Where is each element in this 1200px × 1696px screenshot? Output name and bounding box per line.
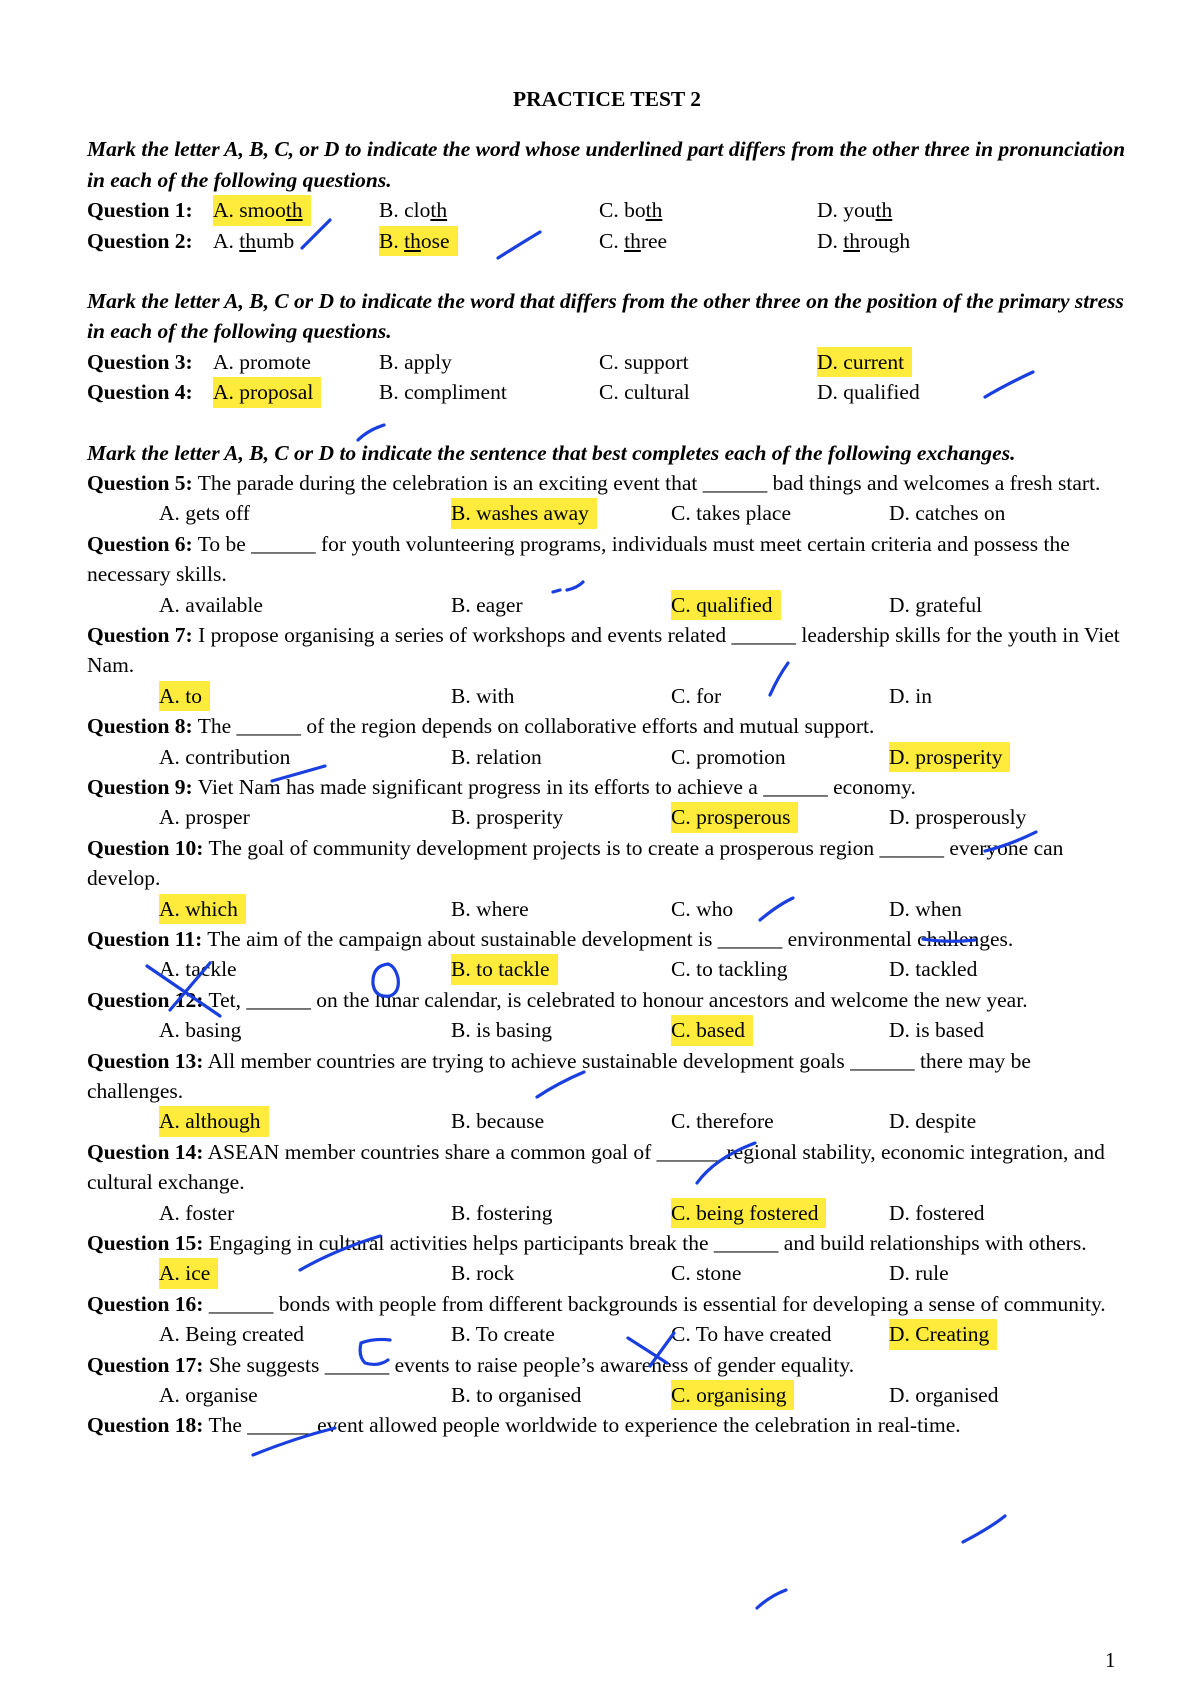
question-text: The ______ event allowed people worldwide to experience the celebration in real-time. (203, 1413, 961, 1438)
answer-option[interactable]: C. support (599, 349, 689, 374)
answer-option[interactable]: C. therefore (671, 1109, 774, 1134)
question-label: Question 3: (87, 349, 193, 374)
pen-mark-q15 (253, 1428, 335, 1455)
option-text-part: A. (213, 198, 240, 223)
option-text-part: th (239, 228, 257, 253)
answer-option[interactable]: D. Creating (889, 1319, 997, 1349)
question-text: Viet Nam has made significant progress in its efforts to achieve a ______ economy. (192, 775, 916, 799)
option-text-part: th (875, 198, 893, 223)
answer-option[interactable]: C. qualified (671, 590, 781, 620)
answer-option[interactable]: C. to tackling (671, 957, 788, 982)
pen-mark-q13 (300, 1236, 380, 1270)
answer-option[interactable]: C. prosperous (671, 802, 798, 832)
question-text: ______ bonds with people from different backgrounds is essential for developing a sense of community. (203, 1291, 1106, 1316)
answer-option[interactable]: A. basing (159, 1018, 242, 1043)
pen-mark-q16 (963, 1516, 1005, 1542)
answer-option[interactable]: B. To create (451, 1322, 555, 1347)
option-text-part: ree (640, 228, 668, 253)
pen-mark-q11 (537, 1072, 584, 1097)
answer-option[interactable]: A. available (159, 592, 263, 617)
answer-option[interactable]: B. where (451, 896, 529, 921)
answer-option[interactable]: B. rock (451, 1261, 515, 1286)
option-text-part: th (645, 198, 663, 223)
question-label: Question 6: (87, 531, 193, 556)
answer-option[interactable]: B. eager (451, 592, 523, 617)
question-label: Question 17: (87, 1352, 204, 1377)
pen-mark-q7 (272, 766, 325, 781)
section-2-instruction: Mark the letter A, B, C or D to indicate the word that differs from the other three on the position of the primary stress in each of the following questions. (87, 289, 1124, 344)
option-text-part: smoo (239, 198, 286, 223)
answer-option[interactable]: A. proposal (213, 377, 321, 407)
answer-option[interactable]: C. organising (671, 1380, 794, 1410)
answer-option[interactable]: C. who (671, 896, 734, 921)
page-title: PRACTICE TEST 2 (513, 87, 701, 111)
question-label: Question 11: (87, 927, 203, 951)
answer-option[interactable]: A. to (159, 681, 210, 711)
answer-option[interactable]: D. current (817, 347, 912, 377)
answer-option[interactable]: C. takes place (671, 501, 791, 526)
option-text-part: clo (404, 198, 431, 223)
question-text: ASEAN member countries share a common goal of ______ regional stability, economic integration, and cultural exchange. (87, 1139, 1105, 1195)
question-text: She suggests ______ events to raise people’s awareness of gender equality. (203, 1352, 855, 1377)
question-text: The ______ of the region depends on collaborative efforts and mutual support. (192, 714, 875, 739)
pen-mark-q4 (358, 425, 384, 440)
answer-option[interactable]: C. promotion (671, 744, 786, 769)
question-label: Question 15: (87, 1231, 204, 1255)
answer-option[interactable]: D. fostered (889, 1200, 985, 1225)
answer-option[interactable]: A. prosper (159, 805, 250, 830)
pen-mark-q10-circle (373, 964, 398, 996)
option-text-part: umb (256, 228, 295, 253)
answer-option[interactable]: C. cultural (599, 380, 690, 405)
option-text-part: th (843, 228, 861, 253)
option-text-part: ose (420, 228, 450, 253)
answer-option[interactable]: B. to organised (451, 1383, 582, 1407)
question-text: I propose organising a series of workshops and events related ______ leadership skills for the youth in Viet Nam. (87, 623, 1120, 678)
pen-mark-q12 (697, 1143, 755, 1183)
answer-option[interactable]: D. organised (889, 1383, 999, 1407)
question-label: Question 18: (87, 1413, 204, 1438)
answer-option[interactable]: D. despite (889, 1109, 977, 1134)
answer-option[interactable]: B. fostering (451, 1200, 553, 1225)
option-text-part: th (624, 228, 641, 253)
question-label: Question 4: (87, 380, 193, 405)
question-text: The aim of the campaign about sustainable development is ______ environmental challenges. (202, 927, 1014, 951)
answer-option[interactable]: D. grateful (889, 592, 983, 617)
question-text: The parade during the celebration is an exciting event that ______ bad things and welcomes a fresh start. (192, 471, 1101, 495)
question-label: Question 2: (87, 228, 193, 253)
answer-option[interactable]: B. because (451, 1109, 545, 1134)
pen-mark-q5 (553, 582, 583, 592)
section-1-instruction: Mark the letter A, B, C, or D to indicate the word whose underlined part differs from the other three in pronunciation in each of the following questions. (87, 137, 1126, 192)
answer-option[interactable]: A. ice (159, 1258, 218, 1288)
option-text-part: you (843, 198, 876, 223)
answer-option[interactable]: A. although (159, 1106, 269, 1136)
answer-option[interactable]: D. qualified (817, 380, 920, 405)
answer-option[interactable]: B. prosperity (451, 805, 564, 830)
pen-mark-q8 (985, 832, 1036, 851)
answer-option[interactable]: D. is based (889, 1018, 984, 1043)
pen-mark-q10-underline (923, 939, 975, 941)
section-3-instruction: Mark the letter A, B, C or D to indicate the sentence that best completes each of the following exchanges. (87, 440, 1016, 465)
answer-option[interactable]: A. tackle (159, 957, 237, 982)
question-label: Question 1: (87, 198, 193, 223)
answer-option[interactable]: A. contribution (159, 744, 291, 769)
answer-option[interactable]: D. when (889, 896, 962, 921)
pen-mark-q1 (302, 220, 330, 248)
pen-mark-q6 (770, 663, 788, 695)
answer-option[interactable]: C. stone (671, 1261, 742, 1286)
answer-option[interactable]: D. tackled (889, 957, 978, 982)
question-label: Question 10: (87, 835, 204, 860)
question-label: Question 13: (87, 1048, 204, 1073)
question-label: Question 7: (87, 623, 193, 647)
answer-option[interactable]: C. To have created (671, 1322, 832, 1347)
answer-option[interactable]: D. rule (889, 1261, 949, 1286)
option-text-part: th (430, 198, 448, 223)
answer-option[interactable]: A. Being created (159, 1322, 305, 1347)
page-number: 1 (1105, 1648, 1116, 1672)
option-text-part: th (404, 228, 421, 253)
answer-option[interactable]: C. being fostered (671, 1198, 826, 1228)
answer-option[interactable]: D. prosperously (889, 805, 1027, 830)
answer-option[interactable]: A. promote (213, 349, 311, 374)
pen-mark-q3 (985, 372, 1033, 397)
answer-option[interactable]: A. foster (159, 1200, 235, 1225)
option-text-part: A. (213, 228, 240, 253)
option-text-part: B. (379, 228, 405, 253)
question-text: Engaging in cultural activities helps participants break the ______ and build relationships with others. (203, 1231, 1087, 1255)
answer-option[interactable]: B. is basing (451, 1018, 552, 1043)
question-label: Question 16: (87, 1291, 204, 1316)
question-label: Question 14: (87, 1139, 204, 1164)
answer-option[interactable]: B. with (451, 683, 515, 708)
question-text: Tet, ______ on the lunar calendar, is celebrated to honour ancestors and welcome the new year. (203, 987, 1028, 1012)
answer-option[interactable]: B. to tackle (451, 954, 558, 984)
option-text-part: bo (624, 198, 646, 223)
answer-option[interactable]: B. relation (451, 744, 542, 769)
question-text: The goal of community development projects is to create a prosperous region ______ everyone can develop. (87, 835, 1064, 891)
answer-option[interactable]: C. for (671, 683, 722, 708)
answer-option[interactable]: B. compliment (379, 380, 507, 405)
pen-mark-q10-cross (147, 963, 220, 1016)
pen-mark-q17 (757, 1590, 786, 1608)
option-text-part: C. (599, 228, 625, 253)
answer-option[interactable]: B. apply (379, 349, 452, 374)
option-text-part: rough (860, 228, 911, 253)
answer-option[interactable]: A. organise (159, 1383, 258, 1407)
answer-option[interactable]: C. based (671, 1015, 753, 1045)
option-text-part: th (285, 198, 303, 223)
question-label: Question 9: (87, 775, 193, 799)
option-text-part: D. (817, 198, 844, 223)
pen-mark-q9 (760, 898, 793, 920)
answer-option[interactable]: D. in (889, 683, 932, 708)
answer-option[interactable]: A. gets off (159, 501, 250, 526)
answer-option[interactable]: D. catches on (889, 501, 1006, 526)
question-text: To be ______ for youth volunteering programs, individuals must meet certain criteria and possess the necessary skills. (87, 531, 1070, 587)
question-label: Question 8: (87, 714, 193, 739)
answer-option[interactable]: D. prosperity (889, 742, 1010, 772)
question-label: Question 12: (87, 987, 204, 1012)
question-text: All member countries are trying to achieve sustainable development goals ______ there may be challenges. (87, 1048, 1031, 1103)
question-label: Question 5: (87, 471, 193, 495)
pen-mark-q14-cross (628, 1333, 674, 1366)
answer-option[interactable]: B. washes away (451, 498, 597, 528)
option-text-part: B. (379, 198, 405, 223)
answer-option[interactable]: A. which (159, 894, 246, 924)
option-text-part: C. (599, 198, 625, 223)
pen-mark-q2 (498, 232, 540, 258)
option-text-part: D. (817, 228, 844, 253)
pen-mark-q14-circle (360, 1339, 390, 1364)
